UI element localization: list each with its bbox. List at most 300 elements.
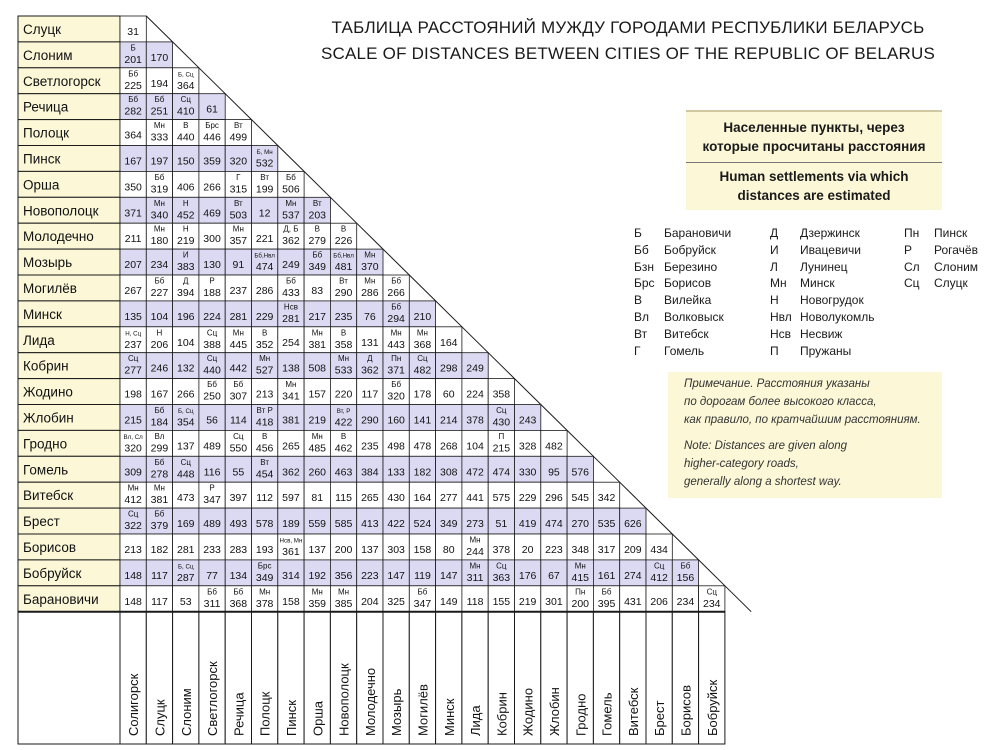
via-settlement-code: Сц xyxy=(180,95,191,105)
distance-value: 626 xyxy=(624,518,642,531)
diagonal-edge xyxy=(436,301,462,327)
row-label-12: Минск xyxy=(23,306,62,322)
via-settlement-code: Мн xyxy=(574,561,586,571)
row-label-18: Гомель xyxy=(23,462,69,478)
distance-value: 314 xyxy=(282,569,300,582)
distance-value: 147 xyxy=(387,569,405,582)
distance-value: 298 xyxy=(439,362,458,375)
distance-value: 434 xyxy=(650,544,668,556)
distance-value: 169 xyxy=(176,518,195,531)
row-label-6: Пинск xyxy=(23,151,61,167)
distance-value: 119 xyxy=(414,569,431,582)
distance-value: 117 xyxy=(361,388,379,401)
abbreviation-legend xyxy=(634,226,994,366)
diagonal-edge xyxy=(541,405,567,431)
title-english: SCALE OF DISTANCES BETWEEN CITIES OF THE REPUBLIC OF BELARUS xyxy=(320,44,936,63)
legend-name: Вилейка xyxy=(664,293,712,308)
row-label-17: Гродно xyxy=(23,436,68,452)
distance-value: 410 xyxy=(176,105,195,118)
distance-value: 149 xyxy=(439,595,458,608)
distance-value: 115 xyxy=(335,492,352,505)
distance-value: 322 xyxy=(124,520,142,533)
via-settlement-code: Мн xyxy=(311,431,323,441)
distance-value: 135 xyxy=(124,310,142,323)
via-settlement-code: П xyxy=(498,431,505,441)
diagonal-edge xyxy=(488,353,514,379)
via-settlement-code: Бб xyxy=(154,509,165,519)
distance-value: 234 xyxy=(676,595,695,608)
distance-value: 413 xyxy=(361,518,379,531)
distance-value: 237 xyxy=(229,285,248,297)
distance-value: 319 xyxy=(150,183,169,196)
via-settlement-code: Брс xyxy=(257,561,272,571)
legend-name: Бобруйск xyxy=(664,242,716,257)
distance-value: 349 xyxy=(439,518,458,531)
row-label-1: Слуцк xyxy=(23,21,62,37)
distance-value: 433 xyxy=(282,287,300,299)
via-settlement-code: Мн xyxy=(232,328,244,338)
via-settlement-code: Мн xyxy=(469,535,481,545)
via-settlement-code: Сц xyxy=(206,354,218,364)
via-settlement-code: Сц xyxy=(653,561,665,571)
distance-value: 53 xyxy=(179,595,192,608)
diagonal-edge xyxy=(278,146,304,172)
distance-value: 226 xyxy=(334,235,353,248)
distance-value: 207 xyxy=(124,259,142,272)
distance-value: 273 xyxy=(466,518,484,531)
distance-value: 442 xyxy=(229,362,248,375)
note-ru-line: по дорогам более высокого класса, xyxy=(684,396,877,408)
distance-value: 210 xyxy=(413,310,432,323)
distance-value: 104 xyxy=(150,310,169,323)
distance-value: 489 xyxy=(203,518,221,531)
distance-value: 469 xyxy=(203,207,221,220)
via-settlement-code: Мн xyxy=(153,224,165,234)
via-settlement-code: Сц xyxy=(127,509,139,519)
distance-value: 274 xyxy=(624,569,642,582)
distance-value: 418 xyxy=(255,416,274,429)
distance-value: 148 xyxy=(124,595,142,608)
distance-value: 381 xyxy=(282,414,300,427)
distance-value: 576 xyxy=(571,466,590,479)
distance-value: 279 xyxy=(308,235,327,248)
via-settlement-code: Сц xyxy=(127,354,139,364)
distance-value: 430 xyxy=(387,492,405,505)
distance-value: 156 xyxy=(676,571,695,584)
distance-value: 20 xyxy=(521,544,534,556)
distance-value: 379 xyxy=(150,520,169,533)
via-settlement-code: Бб,Нвл xyxy=(333,252,354,260)
distance-value: 283 xyxy=(229,544,248,556)
distance-value: 499 xyxy=(229,131,248,144)
legend-item xyxy=(770,260,848,274)
distance-value: 31 xyxy=(127,26,139,38)
diagonal-edge xyxy=(462,327,488,353)
distance-value: 317 xyxy=(597,544,616,556)
distance-value: 333 xyxy=(150,131,169,144)
distance-value: 294 xyxy=(387,312,405,325)
distance-value: 141 xyxy=(413,414,432,427)
distance-value: 178 xyxy=(413,388,432,401)
distance-value: 194 xyxy=(150,77,169,90)
distance-value: 328 xyxy=(518,440,537,453)
distance-value: 422 xyxy=(387,518,405,531)
via-settlement-code: Р xyxy=(209,276,215,286)
distance-value: 371 xyxy=(124,207,142,220)
legend-item xyxy=(770,226,860,240)
distance-value: 524 xyxy=(413,518,432,531)
legend-code: В xyxy=(634,293,643,308)
distance-value: 354 xyxy=(176,416,195,429)
diagonal-edge xyxy=(330,197,356,223)
via-settlement-code: Вт xyxy=(339,276,348,286)
distance-value: 508 xyxy=(308,362,327,375)
row-label-15: Жодино xyxy=(23,384,73,400)
distance-value: 474 xyxy=(492,466,511,479)
row-label-21: Борисов xyxy=(23,539,76,555)
distance-value: 265 xyxy=(361,492,379,505)
diagonal-edge xyxy=(146,16,172,42)
via-settlement-code: Д, Б xyxy=(283,224,299,234)
distance-value: 307 xyxy=(229,390,248,403)
distance-value: 237 xyxy=(124,338,142,351)
via-settlement-code: Бб xyxy=(391,302,402,312)
distance-value: 167 xyxy=(150,388,169,401)
note-en-line: generally along a shortest way. xyxy=(684,476,842,488)
distance-value: 206 xyxy=(150,338,169,351)
via-settlement-code: Бб xyxy=(128,95,139,105)
via-settlement-code: Бб xyxy=(154,457,165,467)
distance-value: 268 xyxy=(439,440,458,453)
distance-value: 213 xyxy=(124,544,142,556)
via-settlement-code: Бб xyxy=(312,250,323,260)
distance-value: 406 xyxy=(176,181,195,194)
via-settlement-code: Пн xyxy=(575,587,586,597)
via-settlement-code: Бб xyxy=(233,380,244,390)
diagonal-edge xyxy=(409,275,435,301)
distance-value: 217 xyxy=(308,310,327,323)
distance-value: 260 xyxy=(308,466,327,479)
row-label-10: Мозырь xyxy=(23,255,73,271)
via-settlement-code: Мн xyxy=(390,328,402,338)
distance-value: 214 xyxy=(439,414,458,427)
distance-value: 446 xyxy=(203,131,221,144)
via-settlement-code: Мн xyxy=(153,121,165,131)
distance-value: 199 xyxy=(255,183,274,196)
distance-value: 51 xyxy=(495,518,508,531)
distance-value: 440 xyxy=(203,364,221,377)
distance-value: 559 xyxy=(308,518,327,531)
distance-value: 395 xyxy=(597,597,616,610)
column-label-2: Слуцк xyxy=(152,699,168,736)
legend-code: Мн xyxy=(770,276,787,291)
via-settlement-code: В xyxy=(340,328,347,338)
column-label-14: Лида xyxy=(468,705,484,736)
via-settlement-code: Р xyxy=(209,483,215,493)
legend-name: Барановичи xyxy=(664,226,732,240)
legend-item xyxy=(770,327,842,341)
via-settlement-code: Бб xyxy=(233,587,244,597)
distance-value: 362 xyxy=(282,466,300,479)
column-label-23: Бобруйск xyxy=(704,679,720,736)
distance-value: 545 xyxy=(571,492,590,505)
distance-value: 301 xyxy=(545,595,563,608)
distance-value: 250 xyxy=(203,390,221,403)
via-settlement-code: Г xyxy=(236,172,241,182)
row-label-4: Речица xyxy=(23,99,69,115)
distance-value: 282 xyxy=(124,105,142,118)
diagonal-edge xyxy=(252,120,278,146)
distance-value: 381 xyxy=(150,494,169,507)
distance-value: 482 xyxy=(413,364,432,377)
column-label-8: Орша xyxy=(310,700,326,736)
distance-value: 578 xyxy=(255,518,274,531)
via-settlement-code: Мн xyxy=(259,587,271,597)
via-settlement-code: Мн xyxy=(127,483,139,493)
via-settlement-code: В xyxy=(261,328,268,338)
distance-value: 83 xyxy=(311,285,324,297)
column-label-21: Брест xyxy=(652,700,668,736)
distance-value: 167 xyxy=(124,155,142,168)
distance-value: 384 xyxy=(361,466,379,479)
distance-value: 506 xyxy=(282,183,300,196)
distance-value: 454 xyxy=(255,468,274,481)
via-settlement-code: Бб xyxy=(286,172,296,182)
via-settlement-code: Мн xyxy=(364,276,376,286)
distance-value: 356 xyxy=(334,569,353,582)
distance-value: 209 xyxy=(624,544,642,556)
via-settlement-code: Бб xyxy=(154,276,165,286)
legend-code: П xyxy=(770,343,779,358)
distance-value: 474 xyxy=(545,518,563,531)
distance-value: 76 xyxy=(364,310,376,323)
distance-value: 219 xyxy=(308,414,327,427)
diagonal-edge xyxy=(383,249,409,275)
legend-name: Лунинец xyxy=(800,259,848,274)
via-settlement-code: В xyxy=(340,224,347,234)
distance-value: 359 xyxy=(308,597,327,610)
distance-value: 489 xyxy=(203,440,221,453)
via-settlement-code: Вт xyxy=(233,198,243,208)
distance-value: 445 xyxy=(229,338,248,351)
distance-value: 347 xyxy=(413,597,432,610)
distance-value: 137 xyxy=(361,544,379,556)
via-settlement-code: Вт xyxy=(312,198,322,208)
column-label-9: Новополоцк xyxy=(336,663,352,736)
legend-code: Сц xyxy=(904,276,920,291)
distance-value: 266 xyxy=(176,388,195,401)
via-settlement-code: Мн xyxy=(311,328,323,338)
distance-value: 341 xyxy=(282,390,300,403)
via-settlement-code: Мн xyxy=(416,328,428,338)
legend-name: Ивацевичи xyxy=(800,242,861,257)
distance-value: 213 xyxy=(255,388,274,401)
distance-value: 473 xyxy=(176,492,195,505)
via-settlement-code: Вл xyxy=(154,431,165,441)
legend-item xyxy=(770,293,864,307)
diagonal-edge xyxy=(699,560,725,586)
distance-value: 325 xyxy=(387,595,405,608)
distance-value: 296 xyxy=(545,492,563,505)
via-settlement-code: В xyxy=(340,431,347,441)
distance-value: 170 xyxy=(150,51,169,64)
row-label-11: Могилёв xyxy=(23,280,77,296)
via-settlement-code: Бб xyxy=(601,587,612,597)
distance-value: 243 xyxy=(518,414,537,427)
distance-value: 358 xyxy=(334,338,353,351)
distance-value: 378 xyxy=(466,414,484,427)
distance-value: 422 xyxy=(334,416,353,429)
distance-value: 357 xyxy=(229,235,248,248)
distance-value: 330 xyxy=(518,466,537,479)
row-label-9: Молодечно xyxy=(23,229,94,245)
via-settlement-code: В xyxy=(183,121,189,131)
distance-value: 503 xyxy=(229,209,248,222)
row-label-13: Лида xyxy=(23,332,55,348)
distance-value: 287 xyxy=(176,571,195,584)
distance-value: 148 xyxy=(124,569,142,582)
distance-value: 254 xyxy=(282,336,300,349)
note-en-line: Note: Distances are given along xyxy=(684,440,848,452)
distance-value: 229 xyxy=(518,492,537,505)
distance-value: 116 xyxy=(203,466,221,479)
distance-value: 215 xyxy=(492,442,511,455)
distance-value: 412 xyxy=(650,571,668,584)
legend-item xyxy=(634,327,709,341)
column-label-5: Речица xyxy=(231,692,247,736)
row-label-5: Полоцк xyxy=(23,125,70,141)
via-settlement-code: Бб xyxy=(286,276,296,286)
distance-value: 266 xyxy=(387,287,405,299)
note-en-line: higher-category roads, xyxy=(684,458,799,470)
distance-value: 220 xyxy=(334,388,353,401)
row-label-20: Брест xyxy=(23,514,60,530)
column-label-10: Молодечно xyxy=(362,667,378,736)
row-label-14: Кобрин xyxy=(23,358,69,374)
distance-value: 180 xyxy=(150,235,169,248)
row-label-16: Жлобин xyxy=(23,410,74,426)
column-label-1: Солигорск xyxy=(126,673,142,736)
distance-value: 225 xyxy=(124,79,142,92)
distance-value: 364 xyxy=(176,79,195,92)
distance-value: 381 xyxy=(308,338,327,351)
distance-value: 251 xyxy=(150,105,169,118)
distance-value: 155 xyxy=(492,595,511,608)
distance-value: 385 xyxy=(334,597,353,610)
legend-code: Д xyxy=(770,226,779,240)
distance-value: 575 xyxy=(492,492,511,505)
distance-value: 192 xyxy=(308,569,327,582)
distance-value: 221 xyxy=(255,233,274,246)
distance-value: 527 xyxy=(255,364,274,377)
distance-value: 138 xyxy=(282,362,300,375)
column-label-18: Гродно xyxy=(573,693,589,736)
via-settlement-code: Мн xyxy=(232,224,244,234)
distance-value: 235 xyxy=(361,440,379,453)
distance-value: 350 xyxy=(124,181,142,194)
column-label-15: Кобрин xyxy=(494,692,510,736)
distance-value: 349 xyxy=(308,261,327,274)
title-russian: ТАБЛИЦА РАССТОЯНИЙ МУЖДУ ГОРОДАМИ РЕСПУБЛИКИ БЕЛАРУСЬ xyxy=(331,18,925,37)
distance-value: 104 xyxy=(176,336,195,349)
distance-value: 368 xyxy=(413,338,432,351)
distance-value: 235 xyxy=(334,310,353,323)
distance-value: 67 xyxy=(548,569,560,582)
via-settlement-code: Нсв, Мн xyxy=(279,537,303,545)
abbr-divider xyxy=(686,162,942,163)
diagonal-edge xyxy=(173,42,199,68)
diagonal-edge xyxy=(357,223,383,249)
distance-value: 493 xyxy=(229,518,248,531)
distance-value: 133 xyxy=(387,466,405,479)
legend-name: Несвиж xyxy=(800,326,843,341)
distance-value: 431 xyxy=(624,595,642,608)
distance-value: 383 xyxy=(176,261,195,274)
row-label-7: Орша xyxy=(23,177,60,193)
diagonal-edge xyxy=(515,379,541,405)
distance-value: 193 xyxy=(255,544,274,556)
distance-value: 189 xyxy=(282,518,300,531)
distance-value: 550 xyxy=(229,442,248,455)
distance-value: 200 xyxy=(571,597,590,610)
distance-value: 394 xyxy=(176,287,195,299)
legend-name: Слуцк xyxy=(934,276,968,291)
legend-name: Новогрудок xyxy=(800,293,864,308)
column-label-3: Слоним xyxy=(178,688,194,736)
legend-item xyxy=(770,344,851,358)
distance-value: 349 xyxy=(255,571,274,584)
note-box xyxy=(668,372,942,498)
distance-value: 219 xyxy=(518,595,537,608)
via-settlement-code: Бб xyxy=(154,95,165,105)
legend-code: Брс xyxy=(634,276,655,291)
column-label-19: Гомель xyxy=(599,692,615,736)
distance-value: 352 xyxy=(255,338,274,351)
legend-code: Г xyxy=(634,343,641,358)
via-settlement-code: Вт xyxy=(260,457,270,467)
distance-value: 161 xyxy=(597,569,616,582)
distance-value: 164 xyxy=(439,336,458,349)
diagonal-edge xyxy=(725,586,751,612)
distance-value: 223 xyxy=(545,544,563,556)
note-ru-line: Примечание. Расстояния указаны xyxy=(684,378,870,390)
legend-code: Л xyxy=(770,259,778,274)
column-label-16: Жодино xyxy=(520,687,536,736)
distance-value: 308 xyxy=(439,466,458,479)
via-settlement-code: Бб xyxy=(417,587,428,597)
distance-value: 597 xyxy=(282,492,300,505)
via-settlement-code: Сц xyxy=(496,561,507,571)
distance-value: 114 xyxy=(229,414,247,427)
legend-code: Вл xyxy=(634,310,650,324)
distance-value: 204 xyxy=(361,595,379,608)
legend-name: Рогачёв xyxy=(934,242,978,257)
via-settlement-code: Б, Сц xyxy=(177,71,194,79)
distance-value: 234 xyxy=(150,259,169,272)
distance-value: 134 xyxy=(229,569,248,582)
column-label-11: Мозырь xyxy=(389,688,405,736)
distance-value: 277 xyxy=(124,364,142,377)
via-settlement-code: Мн xyxy=(285,380,297,390)
row-label-23: Барановичи xyxy=(23,591,99,607)
legend-name: Дзержинск xyxy=(800,226,860,240)
distance-value: 315 xyxy=(229,183,248,196)
via-settlement-code: Сц xyxy=(206,328,218,338)
distance-value: 198 xyxy=(124,388,142,401)
abbr-header-en-line2: distances are estimated xyxy=(737,188,891,203)
distance-value: 498 xyxy=(387,440,405,453)
diagonal-edge xyxy=(672,534,698,560)
